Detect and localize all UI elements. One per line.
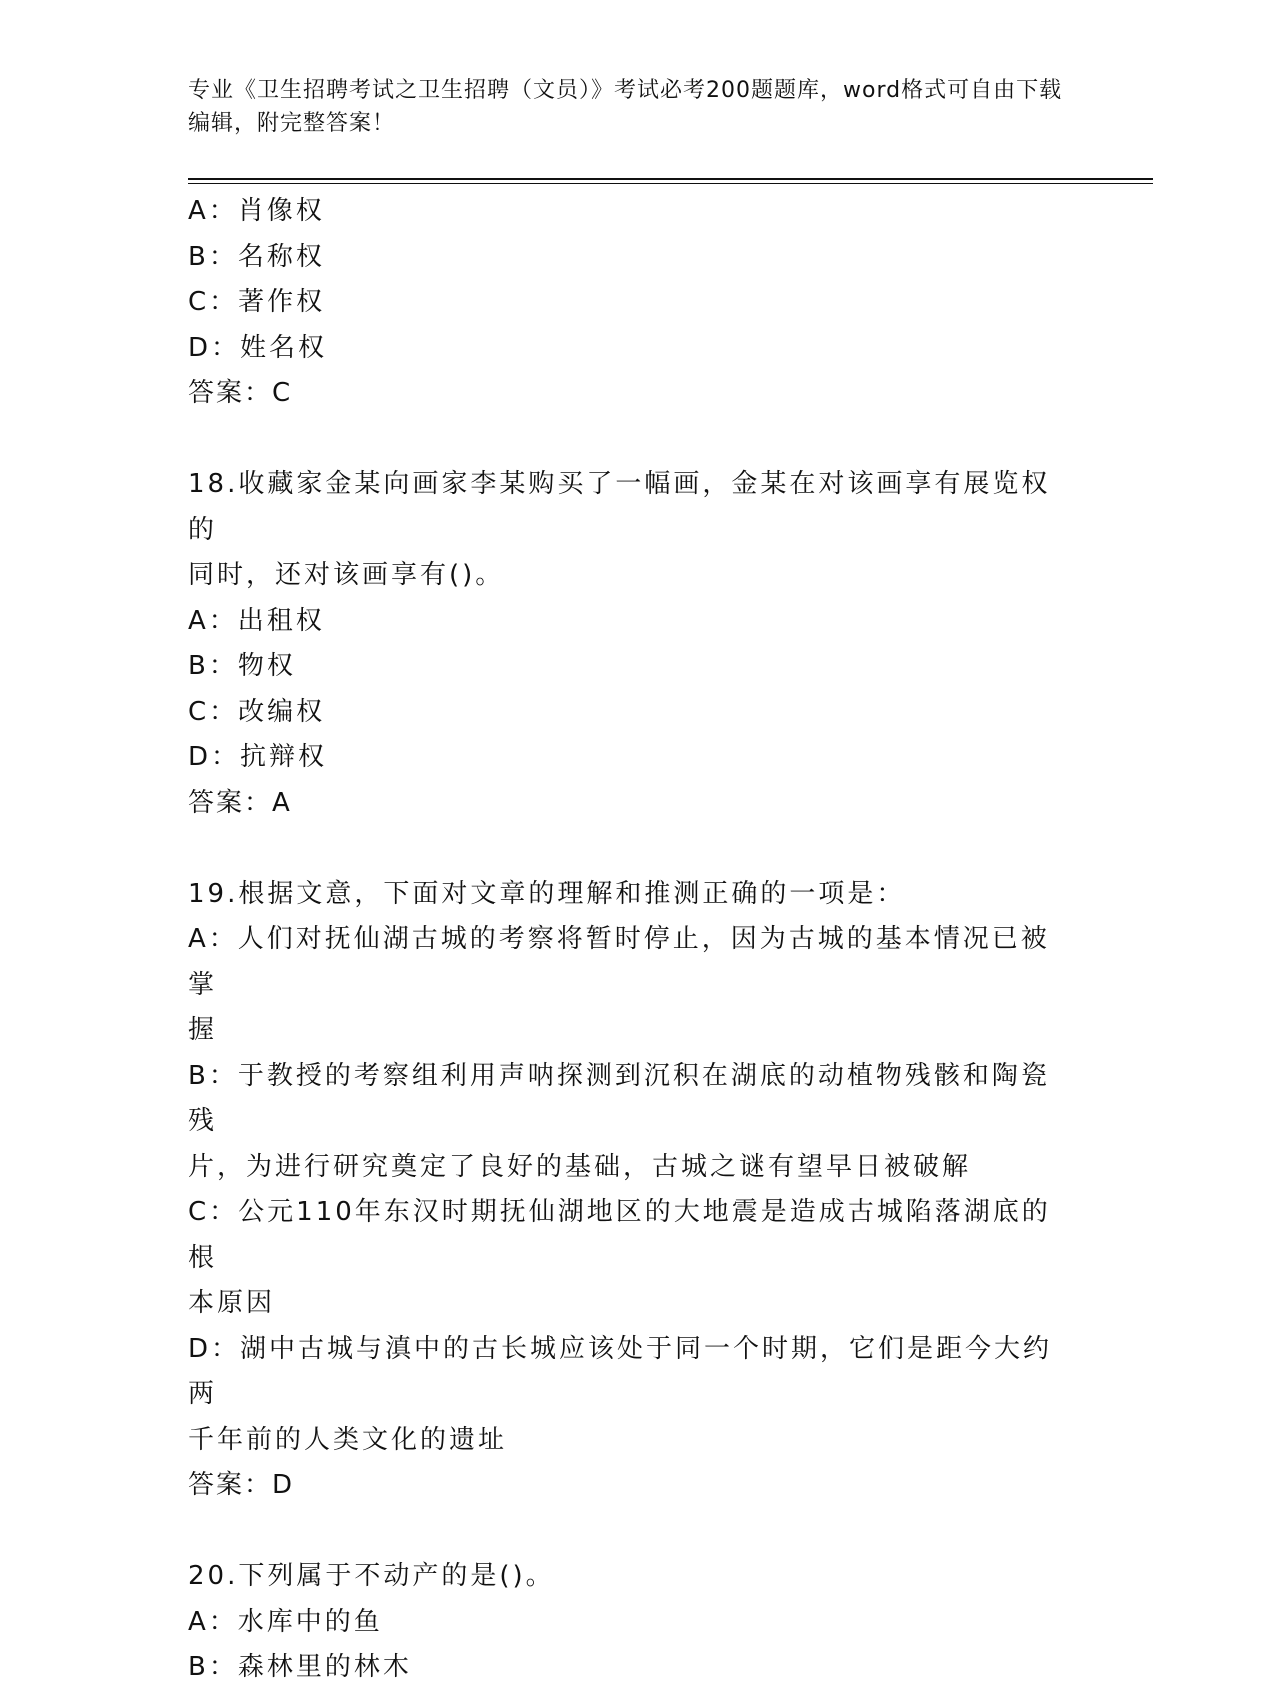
q19-option-c-line1: C：公元110年东汉时期抚仙湖地区的大地震是造成古城陷落湖底的根 (188, 1197, 1051, 1273)
q20-option-b: B：森林里的林木 (188, 1652, 412, 1682)
spacer (188, 826, 1068, 872)
q17-option-a: A：肖像权 (188, 196, 325, 226)
q18-option-a: A：出租权 (188, 605, 325, 636)
q18-answer: 答案：A (188, 787, 292, 818)
question-content (188, 189, 1068, 1691)
spacer (188, 1509, 1068, 1555)
q18-stem-line1: 18.收藏家金某向画家李某购买了一幅画，金某在对该画享有展览权的 (188, 469, 1051, 545)
q19-option-c-line2: 本原因 (188, 1288, 276, 1318)
q19-option-a-line1: A：人们对抚仙湖古城的考察将暂时停止，因为古城的基本情况已被掌 (188, 924, 1050, 1000)
q18-stem-line2: 同时，还对该画享有()。 (188, 560, 505, 590)
q18-option-d: D：抗辩权 (188, 742, 328, 772)
q17-option-c: C：著作权 (188, 287, 326, 317)
q19-option-b-line1: B：于教授的考察组利用声呐探测到沉积在湖底的动植物残骸和陶瓷残 (188, 1060, 1050, 1136)
q20-stem: 20.下列属于不动产的是()。 (188, 1561, 555, 1591)
q17-option-d: D：姓名权 (188, 332, 328, 363)
header-divider-thick (188, 178, 1153, 180)
q18-option-b: B：物权 (188, 651, 296, 681)
q18-option-c: C：改编权 (188, 696, 326, 727)
header-divider-thin (188, 183, 1153, 184)
q20-option-a: A：水库中的鱼 (188, 1606, 383, 1637)
q17-option-b: B：名称权 (188, 241, 325, 272)
header-note: 专业《卫生招聘考试之卫生招聘（文员）》考试必考200题题库，word格式可自由下载编辑，附完整答案！ (188, 78, 1063, 136)
q19-option-d-line2: 千年前的人类文化的遗址 (188, 1424, 508, 1455)
q19-stem: 19.根据文意，下面对文章的理解和推测正确的一项是： (188, 878, 906, 909)
q17-answer: 答案：C (188, 378, 293, 408)
spacer (188, 417, 1068, 463)
q19-option-d-line1: D：湖中古城与滇中的古长城应该处于同一个时期，它们是距今大约两 (188, 1333, 1053, 1409)
q19-option-b-line2: 片，为进行研究奠定了良好的基础，古城之谜有望早日被破解 (188, 1151, 972, 1182)
q19-option-a-line2: 握 (188, 1015, 218, 1045)
q19-answer: 答案：D (188, 1470, 295, 1500)
